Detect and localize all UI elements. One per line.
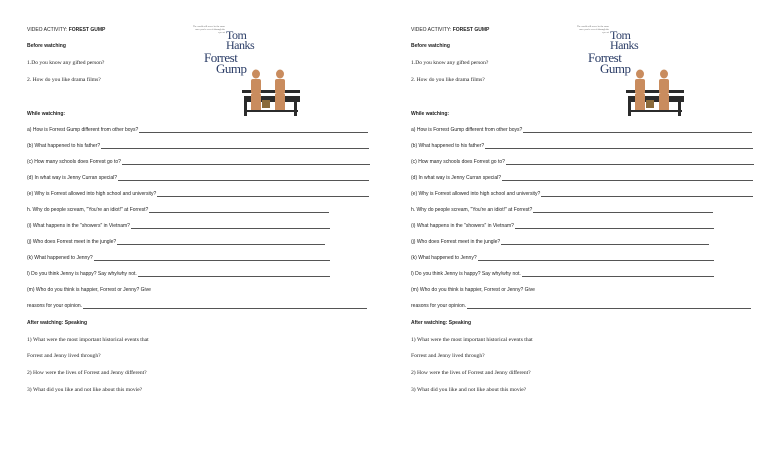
answer-line <box>94 256 330 261</box>
while-question-k: (k) What happened to Jenny? <box>411 255 714 261</box>
answer-line <box>122 160 370 165</box>
after-watching-heading: After watching: Speaking <box>27 320 88 326</box>
poster-credits: The world will never be the same once you've seen it through the eyes of <box>193 25 225 34</box>
while-question-d: (d) In what way is Jenny Curran special? <box>411 175 753 181</box>
while-watching-heading: While watching: <box>411 111 450 117</box>
before-question-2: 2. How do you like drama films? <box>411 77 485 83</box>
worksheet-page-right <box>384 0 768 466</box>
while-question-a: a) How is Forrest Gump different from other boys? <box>411 127 752 133</box>
after-question-2: 2) How were the lives of Forrest and Jenny different? <box>411 370 531 376</box>
while-question-b: (b) What happened to his father? <box>27 143 369 149</box>
while-question-c: (c) How many schools does Forrest go to? <box>27 159 370 165</box>
answer-line <box>485 144 753 149</box>
answer-line <box>157 192 369 197</box>
before-watching-heading: Before watching <box>411 43 450 49</box>
poster-name-line-2: Hanks <box>610 38 639 52</box>
while-question-d: (d) In what way is Jenny Curran special? <box>27 175 369 181</box>
while-question-i: (i) What happens in the "showers" in Vietnam? <box>411 223 714 229</box>
after-question-1-continued: Forrest and Jenny lived through? <box>411 353 485 359</box>
while-question-e: (e) Why is Forrest allowed into high school and university? <box>411 191 753 197</box>
while-question-b: (b) What happened to his father? <box>411 143 753 149</box>
poster-title-line-1: Forrest <box>204 50 238 65</box>
before-question-1: 1.Do you know any gifted person? <box>411 60 489 66</box>
header-title: FOREST GUMP <box>68 27 106 33</box>
while-question-h: h. Why do people scream, "You're an idiot!" at Forrest? <box>27 207 329 213</box>
answer-line <box>101 144 369 149</box>
while-question-l: l) Do you think Jenny is happy? Say why/why not. <box>411 271 714 277</box>
answer-line <box>501 240 709 245</box>
forrest-gump-poster <box>570 22 654 120</box>
poster-title-line-1: Forrest <box>588 50 622 65</box>
answer-line <box>502 176 753 181</box>
answer-line <box>515 224 714 229</box>
after-question-2: 2) How were the lives of Forrest and Jenny different? <box>27 370 147 376</box>
while-question-l: l) Do you think Jenny is happy? Say why/why not. <box>27 271 330 277</box>
answer-line <box>533 208 713 213</box>
answer-line <box>478 256 714 261</box>
header-title: FOREST GUMP <box>452 27 490 33</box>
while-question-m-continued: reasons for your opinion. <box>27 303 367 309</box>
answer-line <box>149 208 329 213</box>
answer-line <box>522 272 714 277</box>
poster-name-line-2: Hanks <box>226 38 255 52</box>
answer-line <box>541 192 753 197</box>
answer-line <box>523 128 752 133</box>
before-question-1: 1.Do you know any gifted person? <box>27 60 105 66</box>
activity-header <box>411 27 489 33</box>
poster-actor-name <box>610 30 638 50</box>
answer-line <box>118 176 369 181</box>
header-prefix: VIDEO ACTIVITY: <box>411 27 453 33</box>
after-question-3: 3) What did you like and not like about this movie? <box>27 387 143 393</box>
poster-credits: The world will never be the same once you've seen it through the eyes of <box>577 25 609 34</box>
answer-line <box>138 272 330 277</box>
while-question-m-continued: reasons for your opinion. <box>411 303 751 309</box>
answer-line <box>131 224 330 229</box>
while-question-i: (i) What happens in the "showers" in Vietnam? <box>27 223 330 229</box>
answer-line <box>467 304 751 309</box>
while-question-a: a) How is Forrest Gump different from other boys? <box>27 127 368 133</box>
answer-line <box>83 304 367 309</box>
after-question-1: 1) What were the most important historical events that <box>411 337 533 343</box>
after-question-1: 1) What were the most important historical events that <box>27 337 149 343</box>
answer-line <box>506 160 754 165</box>
answer-line <box>139 128 368 133</box>
before-question-2: 2. How do you like drama films? <box>27 77 101 83</box>
while-watching-heading: While watching: <box>27 111 66 117</box>
while-question-m: (m) Who do you think is happier, Forrest or Jenny? Give <box>27 287 151 293</box>
bench-illustration <box>622 66 686 118</box>
poster-title-line-2: Gump <box>216 61 247 76</box>
after-watching-heading: After watching: Speaking <box>411 320 472 326</box>
poster-name-line-1: Tom <box>610 28 631 42</box>
while-question-h: h. Why do people scream, "You're an idiot!" at Forrest? <box>411 207 713 213</box>
poster-actor-name <box>226 30 254 50</box>
while-question-k: (k) What happened to Jenny? <box>27 255 330 261</box>
after-question-3: 3) What did you like and not like about this movie? <box>411 387 527 393</box>
before-watching-heading: Before watching <box>27 43 66 49</box>
while-question-j: (j) Who does Forrest meet in the jungle? <box>27 239 325 245</box>
while-question-c: (c) How many schools does Forrest go to? <box>411 159 754 165</box>
header-prefix: VIDEO ACTIVITY: <box>27 27 69 33</box>
activity-header <box>27 27 105 33</box>
while-question-e: (e) Why is Forrest allowed into high school and university? <box>27 191 369 197</box>
while-question-j: (j) Who does Forrest meet in the jungle? <box>411 239 709 245</box>
while-question-m: (m) Who do you think is happier, Forrest or Jenny? Give <box>411 287 535 293</box>
poster-title-line-2: Gump <box>600 61 631 76</box>
forrest-gump-poster <box>186 22 270 120</box>
poster-name-line-1: Tom <box>226 28 247 42</box>
bench-illustration <box>238 66 302 118</box>
answer-line <box>117 240 325 245</box>
after-question-1-continued: Forrest and Jenny lived through? <box>27 353 101 359</box>
